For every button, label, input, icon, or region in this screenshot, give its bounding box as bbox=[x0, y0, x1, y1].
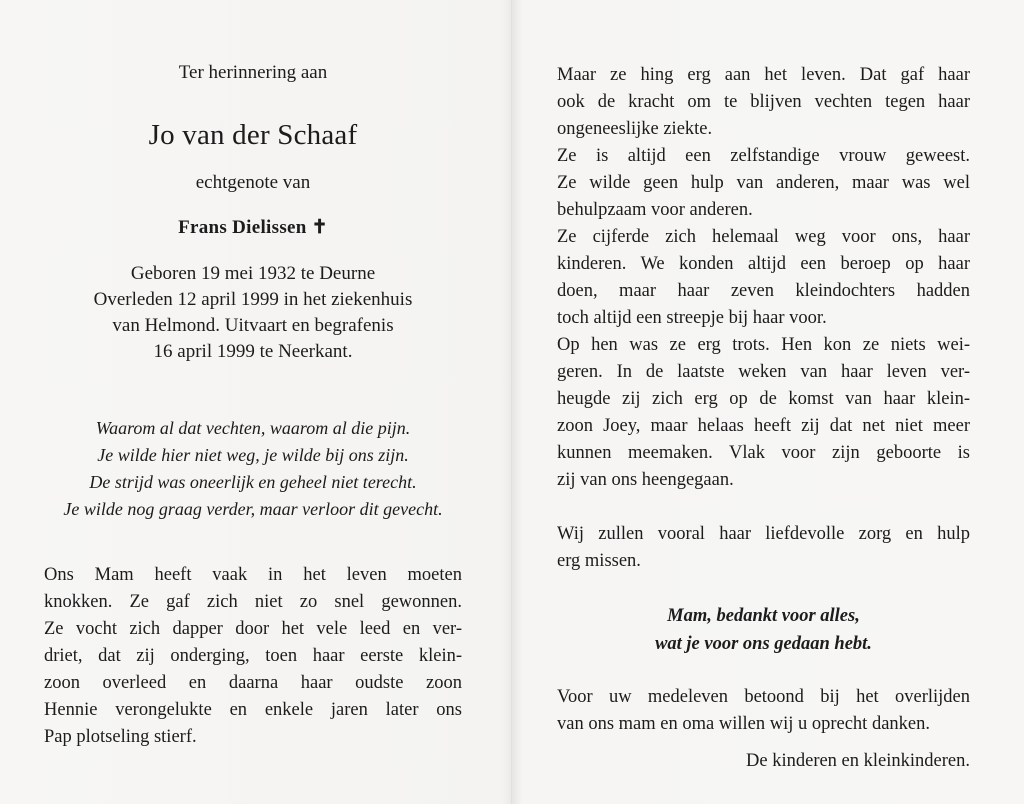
text-line: doen, maar haar zeven kleindochters hadden bbox=[557, 281, 970, 301]
right-page bbox=[557, 62, 970, 775]
text-line: erg missen. bbox=[557, 551, 641, 571]
card-fold bbox=[511, 0, 513, 804]
miss-paragraph bbox=[557, 521, 970, 575]
text-line: Ze vocht zich dapper door het vele leed en ver- bbox=[44, 619, 462, 639]
text-line: heugde zij zich erg op de komst van haar klein- bbox=[557, 389, 970, 409]
text-line: kinderen. We konden altijd een beroep op haar bbox=[557, 254, 970, 274]
date-line: Geboren 19 mei 1932 te Deurne bbox=[130, 263, 376, 284]
text-line: zoon overleed en daarna haar oudste zoon bbox=[44, 673, 462, 693]
text-line: behulpzaam voor anderen. bbox=[557, 200, 753, 220]
text-line: ongeneeslijke ziekte. bbox=[557, 119, 713, 139]
text-line: kunnen meemaken. Vlak voor zijn geboorte is bbox=[557, 443, 970, 463]
thanks-line: Mam, bedankt voor alles, bbox=[667, 606, 860, 626]
intro-text: Ter herinnering aan bbox=[178, 62, 328, 83]
text-line: toch altijd een streepje bij haar voor. bbox=[557, 308, 827, 328]
text-line: van ons mam en oma willen wij u oprecht danken. bbox=[557, 714, 930, 734]
text-line: zij van ons heengegaan. bbox=[557, 470, 734, 490]
text-line: Voor uw medeleven betoond bij het overlijden bbox=[557, 687, 970, 707]
text-line: Ze cijferde zich helemaal weg voor ons, haar bbox=[557, 227, 970, 247]
text-line: driet, dat zij onderging, toen haar eerste klein- bbox=[44, 646, 462, 666]
closing-paragraph bbox=[557, 684, 970, 738]
date-line: 16 april 1999 te Neerkant. bbox=[153, 341, 353, 362]
text-line: Op hen was ze erg trots. Hen kon ze niets wei- bbox=[557, 335, 970, 355]
poem bbox=[44, 415, 462, 523]
text-line: Pap plotseling stierf. bbox=[44, 727, 197, 747]
text-line: Ze is altijd een zelfstandige vrouw geweest. bbox=[557, 146, 970, 166]
text-line: Ze wilde geen hulp van anderen, maar was wel bbox=[557, 173, 970, 193]
text-line: Maar ze hing erg aan het leven. Dat gaf haar bbox=[557, 65, 970, 85]
text-line: Ons Mam heeft vaak in het leven moeten bbox=[44, 565, 462, 585]
text-line: knokken. Ze gaf zich niet zo snel gewonnen. bbox=[44, 592, 462, 612]
text-line: Hennie verongelukte en enkele jaren later ons bbox=[44, 700, 462, 720]
text-line: zoon Joey, maar helaas heeft zij dat net niet meer bbox=[557, 416, 970, 436]
text-line: ook de kracht om te blijven vechten tegen haar bbox=[557, 92, 970, 112]
poem-line: De strijd was oneerlijk en geheel niet terecht. bbox=[89, 472, 417, 492]
poem-line: Je wilde hier niet weg, je wilde bij ons zijn. bbox=[97, 445, 409, 465]
thanks-message bbox=[557, 602, 970, 658]
date-line: van Helmond. Uitvaart en begrafenis bbox=[112, 315, 394, 336]
spouse-label: echtgenote van bbox=[195, 172, 311, 193]
life-dates bbox=[44, 261, 462, 365]
deceased-name: Jo van der Schaaf bbox=[148, 119, 358, 151]
spouse-name: Frans Dielissen ✝ bbox=[178, 217, 328, 238]
date-line: Overleden 12 april 1999 in het ziekenhuis bbox=[93, 289, 413, 310]
poem-line: Je wilde nog graag verder, maar verloor dit gevecht. bbox=[63, 499, 443, 519]
thanks-line: wat je voor ons gedaan hebt. bbox=[655, 634, 872, 654]
right-body-text bbox=[557, 62, 970, 494]
text-line: geren. In de laatste weken van haar leven ver- bbox=[557, 362, 970, 382]
left-page bbox=[44, 60, 462, 751]
text-line: Wij zullen vooral haar liefdevolle zorg en hulp bbox=[557, 524, 970, 544]
left-body-text bbox=[44, 562, 462, 751]
signature: De kinderen en kleinkinderen. bbox=[746, 751, 970, 771]
poem-line: Waarom al dat vechten, waarom al die pijn. bbox=[95, 418, 411, 438]
